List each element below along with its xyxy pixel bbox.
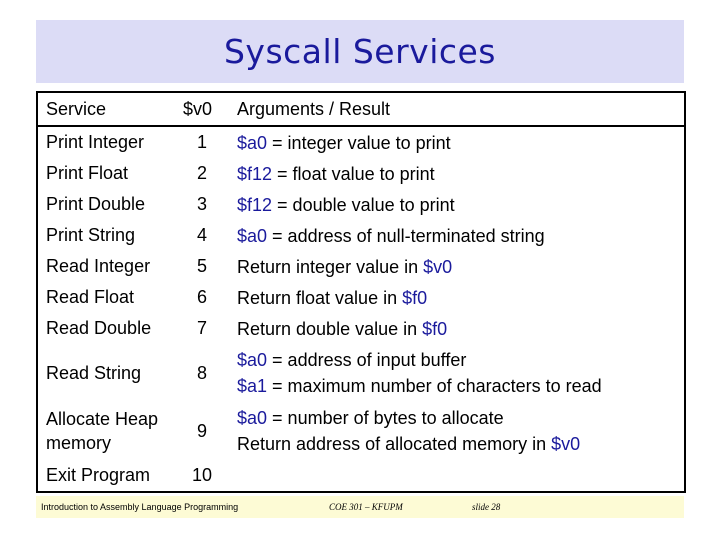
table-row [38,344,684,402]
service-name: Exit Program [46,465,151,485]
service-code: 7 [196,318,207,338]
arg-text: = number of bytes to allocate [267,408,504,428]
service-args [229,285,684,311]
table-row [38,402,684,460]
arg-line [237,347,684,373]
table-row [38,313,684,344]
arg-line [237,405,684,431]
service-args [229,405,684,457]
table-row [38,282,684,313]
service-args [229,316,684,342]
service-code: 10 [191,465,213,485]
service-code: 3 [196,194,207,214]
arg-text: Return float value in [237,287,403,308]
service-args [229,347,684,399]
service-name: Read Float [46,287,135,307]
arg-text: = integer value to print [267,132,451,153]
register-ref: $f12 [237,194,273,215]
syscall-table [36,91,686,493]
arg-text: = float value to print [272,163,435,184]
header-code: $v0 [183,98,213,119]
footer-course-code: COE 301 – KFUPM [329,502,403,512]
service-code: 9 [196,420,207,441]
page-title: Syscall Services [223,32,497,71]
service-name: Print Integer [46,132,145,152]
footer-slide-number: slide 28 [472,502,501,512]
arg-text: = maximum number of characters to read [267,376,602,396]
table-row [38,251,684,282]
service-name: Read String [46,362,142,383]
arg-text: Return address of allocated memory in [237,434,552,454]
service-name: Print Double [46,194,146,214]
register-ref: $v0 [423,256,453,277]
table-row [38,220,684,251]
arg-text: = address of null-terminated string [267,225,545,246]
service-name: Read Integer [46,256,151,276]
header-service: Service [46,98,107,119]
service-code: 4 [196,225,207,245]
arg-line [237,373,684,399]
service-name: Allocate Heap memory [46,409,159,453]
header-args: Arguments / Result [237,99,391,119]
table-row [38,158,684,189]
service-code: 5 [196,256,207,276]
register-ref: $a0 [237,225,268,246]
service-args [229,223,684,249]
title-banner [36,20,684,83]
register-ref: $a0 [237,408,268,428]
register-ref: $a1 [237,376,268,396]
table-row [38,460,684,491]
register-ref: $v0 [551,434,581,454]
arg-line [237,431,684,457]
service-code: 6 [196,287,207,307]
arg-text: Return integer value in [237,256,424,277]
footer-course: Introduction to Assembly Language Programming [41,502,239,512]
arg-text: = address of input buffer [267,350,467,370]
service-name: Read Double [46,318,152,338]
service-code: 2 [196,163,207,183]
register-ref: $a0 [237,350,268,370]
register-ref: $a0 [237,132,268,153]
service-args [229,254,684,280]
service-code: 8 [196,362,207,383]
service-args [229,130,684,156]
table-row [38,189,684,220]
service-args [229,192,684,218]
table-row [38,127,684,158]
service-args [229,161,684,187]
register-ref: $f0 [402,287,428,308]
arg-text: Return double value in [237,318,423,339]
service-name: Print Float [46,163,129,183]
service-name: Print String [46,225,136,245]
service-code: 1 [196,132,207,152]
table-header [38,93,684,127]
footer [36,496,684,518]
arg-text: = double value to print [272,194,455,215]
register-ref: $f0 [422,318,448,339]
register-ref: $f12 [237,163,273,184]
